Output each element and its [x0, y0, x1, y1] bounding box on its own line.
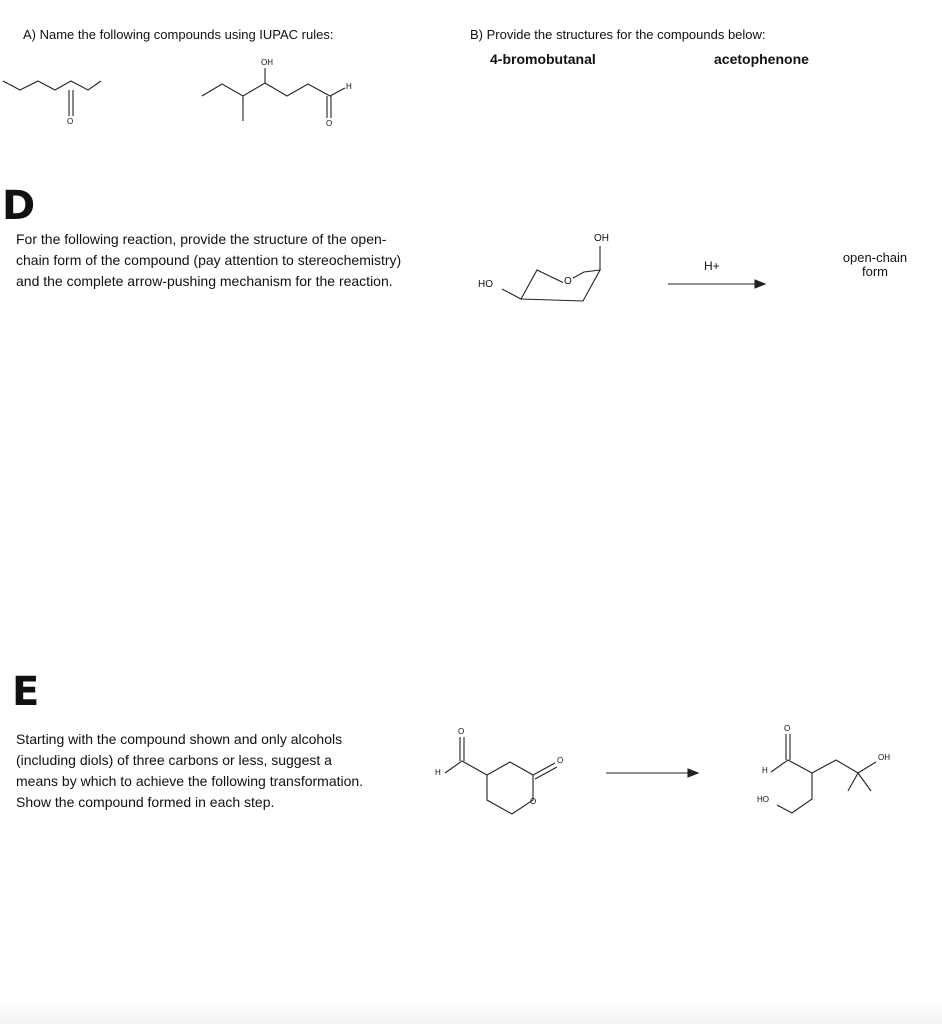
- section-d-letter: D: [2, 183, 36, 229]
- section-d-text-2: chain form of the compound (pay attention to stereochemistry): [16, 252, 402, 268]
- section-a-prompt: A) Name the following compounds using IUPAC rules:: [23, 27, 334, 42]
- reaction-arrow-e-head: [688, 769, 698, 777]
- product-label-line-1: open-chain: [842, 250, 908, 265]
- compound-name-1: 4-bromobutanal: [490, 51, 596, 67]
- compound-2-o-label: O: [326, 119, 333, 128]
- reagent-label: H+: [704, 259, 720, 273]
- pr-ho-label: HO: [757, 795, 769, 804]
- product-label-line-2: form: [862, 264, 888, 279]
- section-b-prompt: B) Provide the structures for the compounds below:: [470, 27, 766, 42]
- compound-2-h-label: H: [346, 82, 352, 91]
- sm-o-right-label: O: [557, 756, 564, 765]
- sm-h-label: H: [435, 768, 441, 777]
- pr-o-top-label: O: [784, 724, 791, 733]
- compound-1-chain: [3, 81, 101, 90]
- compound-2-chain: [202, 83, 345, 96]
- ho-label: HO: [478, 279, 493, 290]
- sm-aldehyde-chain: [445, 761, 487, 775]
- pr-oh-label: OH: [878, 753, 890, 762]
- product-hydroxyethyl-chain: [777, 773, 812, 813]
- sm-o-ring-label: O: [530, 797, 537, 806]
- compound-name-2: acetophenone: [714, 51, 809, 67]
- product-label: [835, 251, 915, 279]
- oh-label: OH: [594, 233, 609, 244]
- compound-2-oh-label: OH: [261, 58, 273, 67]
- product-methyl-a: [848, 773, 858, 791]
- sm-o-top-label: O: [458, 727, 465, 736]
- section-e-text-2: (including diols) of three carbons or less, suggest a: [16, 752, 332, 768]
- product-main-chain: [771, 760, 876, 773]
- pr-h-label: H: [762, 766, 768, 775]
- product-methyl-b: [858, 773, 871, 791]
- sugar-ring: [502, 270, 600, 301]
- page-bottom-fade: [0, 1000, 942, 1024]
- sm-lactone-co-a: [533, 763, 555, 775]
- section-d-text-3: and the complete arrow-pushing mechanism for the reaction.: [16, 273, 393, 289]
- sm-lactone-ring: [487, 762, 533, 814]
- section-d-text-1: For the following reaction, provide the structure of the open-: [16, 231, 387, 247]
- section-e-text-3: means by which to achieve the following transformation.: [16, 773, 364, 789]
- ring-o-label: O: [564, 276, 572, 287]
- section-e-text-1: Starting with the compound shown and only alcohols: [16, 731, 343, 747]
- section-e-text-4: Show the compound formed in each step.: [16, 794, 275, 810]
- section-e-letter: E: [12, 669, 40, 715]
- reaction-arrow-d-head: [755, 280, 765, 288]
- compound-1-o-label: O: [67, 117, 74, 126]
- sm-lactone-co-b: [535, 767, 557, 779]
